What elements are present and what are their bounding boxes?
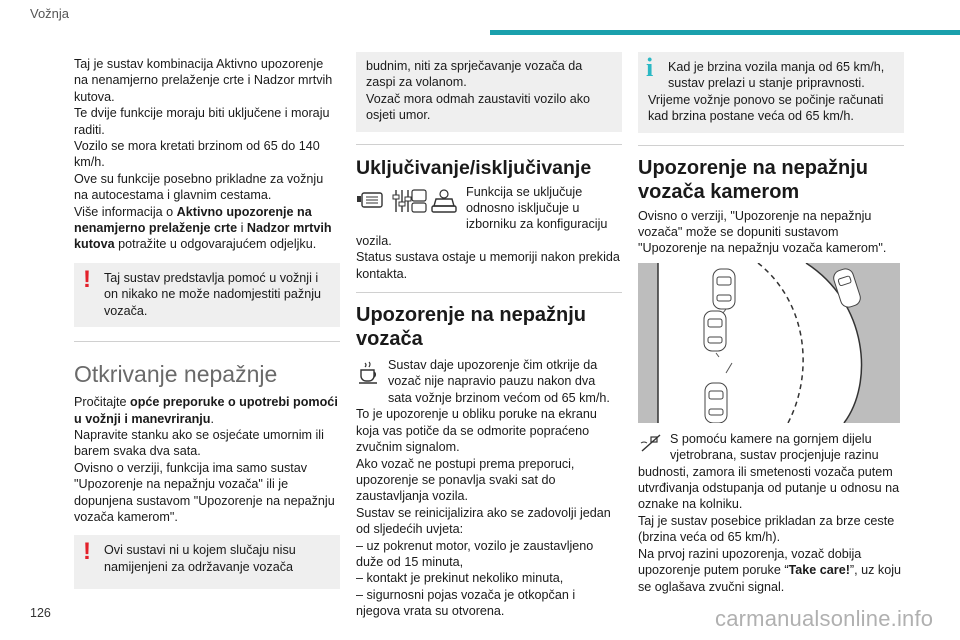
paragraph: Status sustava ostaje u memoriji nakon prekida kontakta.	[356, 250, 620, 281]
info-icon: i	[646, 53, 654, 82]
coffee-cup-icon	[356, 359, 382, 389]
lane-deviation-illustration	[638, 263, 900, 423]
paragraph: Ove su funkcije posebno prikladne za vožnju na autocestama i glavnim cestama.	[74, 171, 324, 203]
list-item: – kontakt je prekinut nekoliko minuta,	[356, 571, 564, 586]
paragraph: Sustav se reinicijalizira ako se zadovolji jedan od sljedećih uvjeta:	[356, 505, 611, 537]
paragraph: Ovisno o verziji, funkcija ima samo sustav "Upozorenje na nepažnju vozača" ili je dopunjena sustavom "Upozorenje na nepažnju vozača kamerom".	[74, 460, 335, 524]
info-note: i Kad je brzina vozila manja od 65 km/h, sustav prelazi u stanje pripravnosti. Vrijeme vožnje ponovo se počinje računati kad brzina postane veća od 65 km/h.	[638, 52, 904, 133]
paragraph: Na prvoj razini upozorenja, vozač dobija upozorenje putem poruke “Take care!”, uz koju se oglašava zvučni signal.	[638, 546, 902, 594]
windscreen-camera-icon	[638, 431, 664, 457]
warning-note-continued: budnim, niti za sprječavanje vozača da zaspi za volanom. Vozač mora odmah zaustaviti vozilo ako osjeti umor.	[356, 52, 622, 132]
paragraph: Te dvije funkcije moraju biti uključene i moraju raditi.	[74, 106, 330, 137]
exclamation-warning-icon: !	[83, 538, 91, 566]
paragraph: Napravite stanku ako se osjećate umornim ili barem svaka dva sata.	[74, 427, 324, 459]
watermark: carmanualsonline.info	[715, 606, 934, 631]
column-2: budnim, niti za sprječavanje vozača da zaspi za volanom. Vozač mora odmah zaustaviti vozilo ako osjeti umor. Uključivanje/isključivanje Funkcija se uključuje odnosno isključuje u izborniku za konfiguraciju vozila. Status sustava ostaje u memoriji nakon prekida kontakta. Upozorenje na nepažnju vozača Sustav daje upozorenje čim otkrije da vozač nije napravio pauzu nakon dva sata vožnje brzinom većom od 65 km/h. To je upozorenje u obliku poruke na ekranu koja vas potiče da se odmorite popraćeno zvučnim signalom. Ako vozač ne postupi prema preporuci, upozorenje se ponavlja svaki sat do zaustavljanja vozila. Sustav se reinicijalizira ako se zadovolji jedan od sljedećih uvjeta: – uz pokrenut motor, vozilo je zaustavljeno duže od 15 minuta, – kontakt je prekinut nekoliko minuta, – sigurnosni pojas vozača je otkopčan i njegova vrata su otvorena.	[356, 52, 622, 620]
column-1	[74, 52, 340, 589]
section-heading: Uključivanje/isključivanje	[356, 156, 592, 179]
list-item: – uz pokrenut motor, vozilo je zaustavljeno duže od 15 minuta,	[356, 538, 594, 569]
warning-note: ! Ovi sustavi ni u kojem slučaju nisu namijenjeni za održavanje vozača	[74, 535, 340, 589]
column-3: i Kad je brzina vozila manja od 65 km/h, sustav prelazi u stanje pripravnosti. Vrijeme vožnje ponovo se počinje računati kad brzina postane veća od 65 km/h. Upozorenje na nepažnju vozača kamerom Ovisno o verziji, "Upozorenje na nepažnju vozača" može se dopuniti sustavom "Upozorenje na nepažnju vozača kamerom". S pomoću kamere na gornjem dijelu vjetrobrana, sustav procjenjuje razinu budnosti, zamora ili smetenosti vozača putem utvrđivanja odstupanja od putanje u odnosu na oznake na kolniku. Taj je sustav posebice prikladan za brze ceste (brzina veća od 65 km/h). Na prvoj razini upozorenja, vozač dobija upozorenje putem poruke “Take care!”, uz koju se oglašava zvučni signal.	[638, 52, 904, 595]
header-accent-bar	[490, 30, 960, 35]
paragraph: Taj je sustav kombinacija Aktivno upozorenje na nenamjerno prelaženje crte i Nadzor mrtvih kutova.	[74, 57, 333, 104]
vehicle-settings-menu-icon	[356, 186, 460, 220]
paragraph: Vozilo se mora kretati brzinom od 65 do 140 km/h.	[74, 139, 320, 170]
page-number: 126	[30, 606, 51, 620]
running-header: Vožnja	[30, 6, 70, 21]
paragraph: Više informacija o Aktivno upozorenje na nenamjerno prelaženje crte i Nadzor mrtvih kutova potražite u odgovarajućem odjeljku.	[74, 204, 332, 252]
section-title: Otkrivanje nepažnje	[74, 361, 278, 388]
paragraph: Ovisno o verziji, "Upozorenje na nepažnju vozača" može se dopuniti sustavom "Upozorenje na nepažnju vozača kamerom".	[638, 208, 887, 256]
paragraph: Pročitajte opće preporuke o upotrebi pomoći u vožnji i manevriranju.	[74, 395, 338, 426]
warning-note: ! Taj sustav predstavlja pomoć u vožnji i on nikako ne može nadomjestiti pažnju vozača.	[74, 263, 340, 327]
paragraph: Ako vozač ne postupi prema preporuci, upozorenje se ponavlja svaki sat do zaustavljanja vozila.	[356, 456, 575, 504]
section-heading: Upozorenje na nepažnju vozača kamerom	[638, 156, 869, 203]
exclamation-warning-icon: !	[83, 265, 91, 293]
section-heading: Upozorenje na nepažnju vozača	[356, 304, 587, 351]
list-item: – sigurnosni pojas vozača je otkopčan i njegova vrata su otvorena.	[356, 587, 576, 619]
paragraph: Taj je sustav posebice prikladan za brze ceste (brzina veća od 65 km/h).	[638, 513, 895, 545]
paragraph: To je upozorenje u obliku poruke na ekranu koja vas potiče da se odmorite popraćeno zvučnim signalom.	[356, 407, 597, 455]
